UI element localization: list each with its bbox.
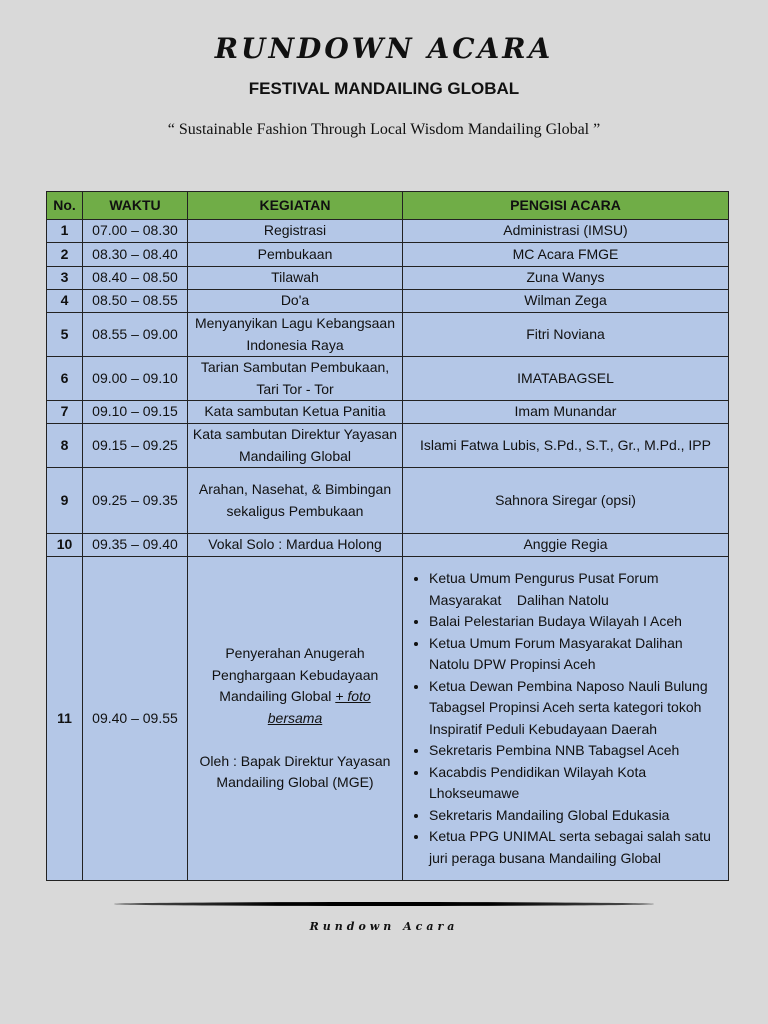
pengisi-item: • Ketua Umum Forum Masyarakat Dalihan Natolu DPW Propinsi Aceh (429, 633, 724, 676)
pengisi-item: • Ketua Dewan Pembina Naposo Nauli Bulung Tabagsel Propinsi Aceh serta kategori tokoh Inspiratif Peduli Kebudayaan Daerah (429, 676, 724, 741)
cell-no: 7 (47, 401, 83, 424)
table-row (47, 401, 729, 424)
cell-kegiatan: Pembukaan (188, 243, 403, 267)
cell-pengisi: Imam Munandar (403, 401, 729, 424)
cell-no: 10 (47, 534, 83, 557)
table-row (47, 357, 729, 401)
table-row (47, 313, 729, 357)
cell-waktu: 09.40 – 09.55 (83, 557, 188, 881)
pengisi-item: • Kacabdis Pendidikan Wilayah Kota Lhokseumawe (429, 762, 724, 805)
table-row (47, 557, 729, 881)
kegiatan-foto: + foto bersama (267, 688, 371, 726)
table-row (47, 267, 729, 290)
cell-waktu: 09.10 – 09.15 (83, 401, 188, 424)
pengisi-item: • Ketua PPG UNIMAL serta sebagai salah satu juri peraga busana Mandailing Global (429, 826, 724, 869)
kegiatan-main: Penyerahan Anugerah Penghargaan Kebudayaan Mandailing Global (211, 645, 379, 705)
cell-waktu: 09.25 – 09.35 (83, 468, 188, 534)
cell-kegiatan: Menyanyikan Lagu Kebangsaan Indonesia Raya (188, 313, 403, 357)
pengisi-item: • Sekretaris Pembina NNB Tabagsel Aceh (429, 740, 724, 762)
cell-kegiatan (188, 557, 403, 881)
cell-kegiatan: Arahan, Nasehat, & Bimbingan sekaligus Pembukaan (188, 468, 403, 534)
table-row (47, 468, 729, 534)
cell-waktu: 09.15 – 09.25 (83, 424, 188, 468)
event-name: FESTIVAL MANDAILING GLOBAL (248, 79, 520, 98)
cell-pengisi: Fitri Noviana (403, 313, 729, 357)
cell-waktu: 08.40 – 08.50 (83, 267, 188, 290)
cell-kegiatan: Vokal Solo : Mardua Holong (188, 534, 403, 557)
cell-no: 3 (47, 267, 83, 290)
cell-pengisi: Anggie Regia (403, 534, 729, 557)
header-pengisi: PENGISI ACARA (403, 192, 729, 220)
cell-waktu: 08.50 – 08.55 (83, 290, 188, 313)
cell-no: 6 (47, 357, 83, 401)
header-kegiatan: KEGIATAN (188, 192, 403, 220)
pengisi-list (407, 568, 724, 869)
table-row (47, 243, 729, 267)
header-waktu: WAKTU (83, 192, 188, 220)
header-no: No. (47, 192, 83, 220)
table-row (47, 534, 729, 557)
cell-pengisi: Sahnora Siregar (opsi) (403, 468, 729, 534)
cell-waktu: 08.30 – 08.40 (83, 243, 188, 267)
cell-pengisi (403, 557, 729, 881)
pengisi-item: • Balai Pelestarian Budaya Wilayah I Aceh (429, 611, 724, 633)
kegiatan-oleh: Oleh : Bapak Direktur Yayasan Mandailing Global (MGE) (199, 752, 391, 791)
cell-pengisi: Zuna Wanys (403, 267, 729, 290)
table-header-row (47, 192, 729, 220)
table-row (47, 424, 729, 468)
cell-no: 1 (47, 220, 83, 243)
cell-kegiatan: Kata sambutan Direktur Yayasan Mandailing Global (188, 424, 403, 468)
footer-text: Rundown Acara (309, 920, 459, 933)
rundown-table (46, 191, 729, 881)
cell-waktu: 08.55 – 09.00 (83, 313, 188, 357)
table-row (47, 220, 729, 243)
pengisi-item: • Ketua Umum Pengurus Pusat Forum Masyarakat Dalihan Natolu (429, 568, 724, 611)
cell-no: 5 (47, 313, 83, 357)
cell-no: 8 (47, 424, 83, 468)
cell-no: 2 (47, 243, 83, 267)
cell-no: 9 (47, 468, 83, 534)
cell-waktu: 09.00 – 09.10 (83, 357, 188, 401)
divider-line (114, 902, 654, 906)
cell-pengisi: MC Acara FMGE (403, 243, 729, 267)
cell-waktu: 07.00 – 08.30 (83, 220, 188, 243)
pengisi-item: • Sekretaris Mandailing Global Edukasia (429, 805, 724, 827)
cell-no: 4 (47, 290, 83, 313)
cell-pengisi: Administrasi (IMSU) (403, 220, 729, 243)
cell-pengisi: IMATABAGSEL (403, 357, 729, 401)
cell-pengisi: Wilman Zega (403, 290, 729, 313)
event-tagline: “ Sustainable Fashion Through Local Wisdom Mandailing Global ” (167, 121, 601, 138)
cell-kegiatan: Tilawah (188, 267, 403, 290)
cell-no: 11 (47, 557, 83, 881)
table-row (47, 290, 729, 313)
cell-kegiatan: Tarian Sambutan Pembukaan, Tari Tor - Tor (188, 357, 403, 401)
cell-kegiatan: Kata sambutan Ketua Panitia (188, 401, 403, 424)
page-title: RUNDOWN ACARA (214, 32, 554, 65)
cell-pengisi: Islami Fatwa Lubis, S.Pd., S.T., Gr., M.Pd., IPP (403, 424, 729, 468)
cell-kegiatan: Registrasi (188, 220, 403, 243)
cell-waktu: 09.35 – 09.40 (83, 534, 188, 557)
cell-kegiatan: Do'a (188, 290, 403, 313)
